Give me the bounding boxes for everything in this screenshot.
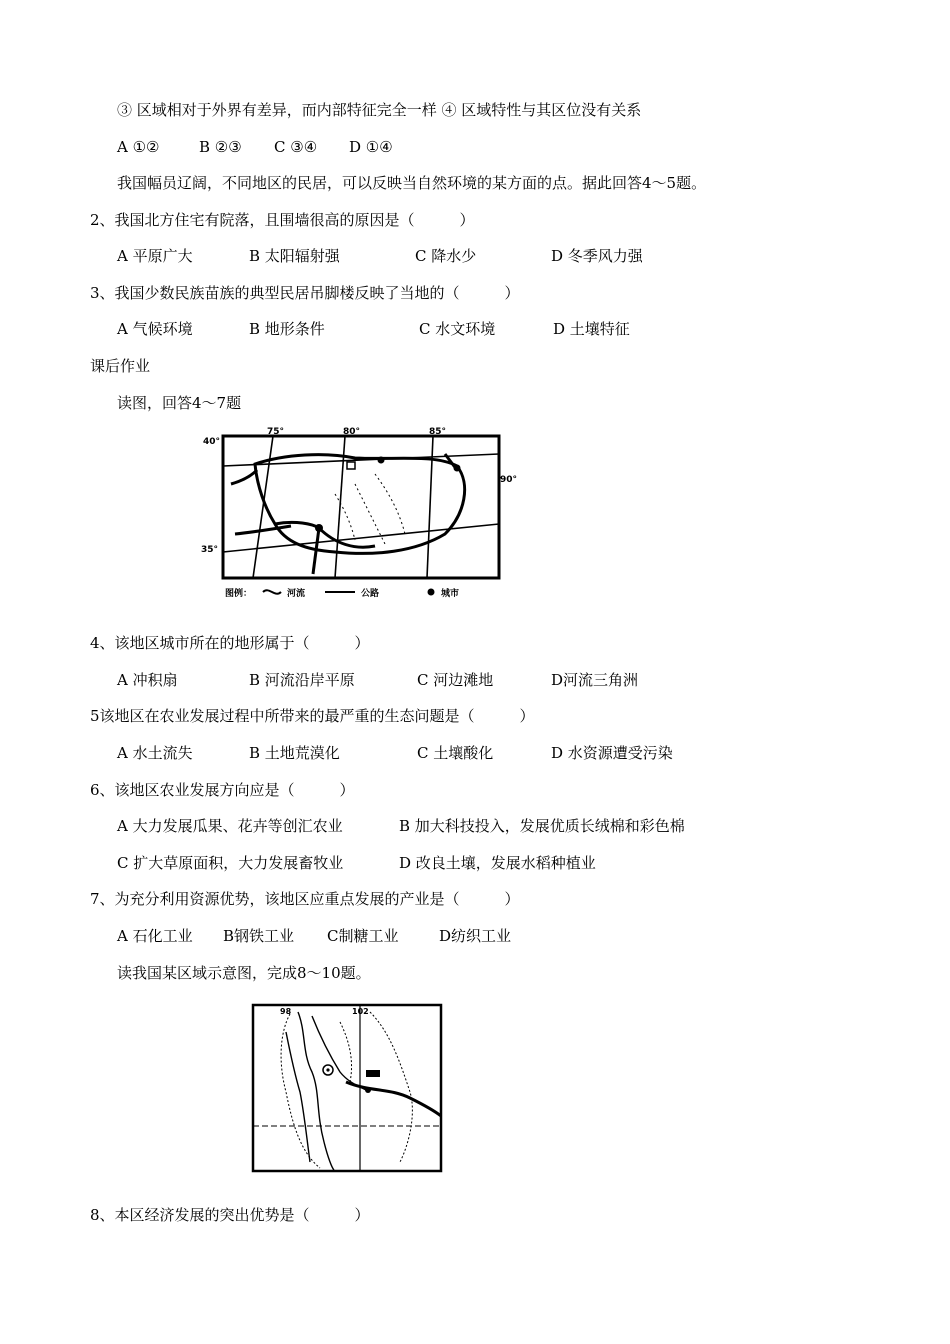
question-4: 4、该地区城市所在的地形属于（ ） [90,634,370,652]
question-7: 7、为充分利用资源优势，该地区应重点发展的产业是（ ） [90,890,520,908]
legend-river-symbol [263,590,281,593]
question-7-options [117,925,717,947]
q4-option-d[interactable]: D河流三角洲 [551,671,639,689]
lon-label-85: 85° [429,427,447,437]
q2-option-a[interactable]: A 平原广大 [117,247,193,265]
yunnan-region-map [250,1002,446,1174]
map2-city-dot-2 [365,1087,371,1093]
q5-option-c[interactable]: C 土壤酸化 [417,744,494,762]
city-marker [378,457,385,464]
map2-frame [253,1005,441,1171]
statement-3-4: ③ 区域相对于外界有差异，而内部特征完全一样 ④ 区域特性与其区位没有关系 [117,101,642,119]
q5-option-d[interactable]: D 水资源遭受污染 [551,744,673,762]
homework-heading: 课后作业 [90,357,151,375]
q3-option-d[interactable]: D 土壤特征 [553,320,630,338]
q7-option-d[interactable]: D纺织工业 [439,927,512,945]
intro-text-dwellings: 我国幅员辽阔，不同地区的民居，可以反映当自然环境的某方面的点。据此回答4～5题。 [117,174,707,192]
question-5-options [117,742,717,764]
q7-option-c[interactable]: C制糖工业 [327,927,399,945]
read-map-instruction-2: 读我国某区域示意图，完成8～10题。 [117,964,371,982]
legend-city-label: 城市 [441,589,460,599]
city-marker [315,524,323,532]
lat-label-40: 40° [203,437,221,447]
map1-legend [225,587,459,599]
q4-option-c[interactable]: C 河边滩地 [417,671,494,689]
q2-option-d[interactable]: D 冬季风力强 [551,247,643,265]
city-marker [454,465,461,472]
q7-option-a[interactable]: A 石化工业 [117,927,193,945]
question-6-options-row-2 [117,852,757,874]
question-2-options [117,245,717,267]
q6-option-a[interactable]: A 大力发展瓜果、花卉等创汇农业 [117,817,343,835]
tarim-basin-map [195,424,518,604]
question-6: 6、该地区农业发展方向应是（ ） [90,781,355,799]
map2-city-dot [326,1068,329,1071]
options-row-1 [117,136,517,158]
city-marker-square [347,462,355,469]
q5-option-a[interactable]: A 水土流失 [117,744,193,762]
q6-option-c[interactable]: C 扩大草原面积，大力发展畜牧业 [117,854,344,872]
lon-label-75: 75° [267,427,285,437]
lon-label-90: 90° [500,475,518,485]
question-8: 8、本区经济发展的突出优势是（ ） [90,1206,370,1224]
lon-label-102: 102 [352,1007,369,1016]
q3-option-c[interactable]: C 水文环境 [419,320,496,338]
lon-label-98: 98 [280,1007,292,1016]
q5-option-b[interactable]: B 土地荒漠化 [249,744,340,762]
question-6-options-row-1 [117,815,757,837]
question-3: 3、我国少数民族苗族的典型民居吊脚楼反映了当地的（ ） [90,284,520,302]
legend-prefix: 图例： [225,589,253,599]
q6-option-d[interactable]: D 改良土壤，发展水稻种植业 [399,854,596,872]
option-c[interactable]: C ③④ [274,138,318,156]
question-3-options [117,318,717,340]
legend-river-label: 河流 [287,589,306,599]
q6-option-b[interactable]: B 加大科技投入，发展优质长绒棉和彩色棉 [399,817,685,835]
option-b[interactable]: B ②③ [199,138,242,156]
map2-region-marker [366,1070,380,1077]
option-a[interactable]: A ①② [117,138,160,156]
q2-option-c[interactable]: C 降水少 [415,247,477,265]
q4-option-b[interactable]: B 河流沿岸平原 [249,671,355,689]
read-map-instruction-1: 读图，回答4～7题 [117,394,242,412]
q4-option-a[interactable]: A 冲积扇 [117,671,178,689]
legend-city-symbol [428,589,435,596]
question-2: 2、我国北方住宅有院落，且围墙很高的原因是（ ） [90,211,475,229]
option-d[interactable]: D ①④ [349,138,393,156]
q2-option-b[interactable]: B 太阳辐射强 [249,247,340,265]
lon-label-80: 80° [343,427,361,437]
legend-road-label: 公路 [361,589,380,599]
q3-option-a[interactable]: A 气候环境 [117,320,193,338]
question-5: 5该地区在农业发展过程中所带来的最严重的生态问题是（ ） [90,707,535,725]
question-4-options [117,669,717,691]
q7-option-b[interactable]: B钢铁工业 [223,927,295,945]
q3-option-b[interactable]: B 地形条件 [249,320,325,338]
lat-label-35: 35° [201,545,219,555]
